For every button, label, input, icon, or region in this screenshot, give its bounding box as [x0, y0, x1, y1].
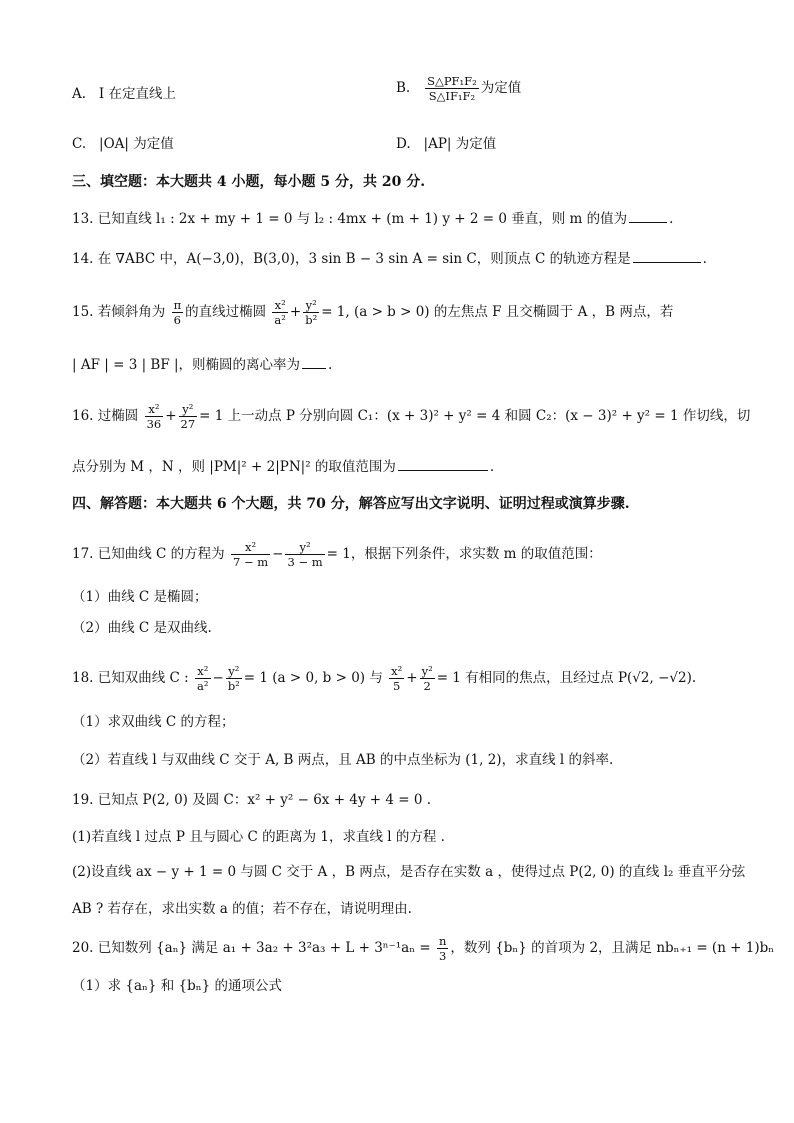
q16-answer-blank[interactable]: [398, 456, 488, 471]
question-17: 17. 已知曲线 C 的方程为 $\frac{\text{x²}}{7 - m}$ − $\frac{\text{y²}}{3 - m}$ = 1，根据下列条件，求实数 m 的取值范围：: [72, 540, 602, 569]
q18-pre: 18. 已知双曲线 C :: [72, 670, 189, 686]
option-d-label: D.: [396, 136, 411, 152]
question-20: [72, 934, 774, 963]
q18-sub-1: （1）求双曲线 C 的方程；: [72, 714, 235, 730]
q16-line2: 点分别为 M ，N ，则 |PM|² + 2|PN|² 的取值范围为: [72, 459, 396, 475]
option-c-label: C.: [72, 136, 87, 152]
q20-post: ，数列 {bₙ} 的首项为 2，且满足 nbₙ₊₁ = (n + 1)bₙ: [450, 940, 775, 956]
q18-f4-num: y²: [421, 664, 433, 678]
q19-sub-1: (1)若直线 l 过点 P 且与圆心 C 的距离为 1，求直线 l 的方程 .: [72, 829, 445, 845]
q14-end: .: [702, 251, 707, 267]
q18-f3-num: x²: [391, 664, 403, 678]
q15-f1-num: x²: [272, 298, 287, 313]
section-4-title: 四、解答题：本大题共 6 个大题，共 70 分，解答应写出文字说明、证明过程或演算步骤.: [72, 496, 630, 512]
q18-f2-den: b²: [227, 679, 240, 693]
option-c-text: |OA| 为定值: [99, 136, 174, 152]
section-3-title: 三、填空题：本大题共 4 小题，每小题 5 分，共 20 分.: [72, 174, 426, 190]
option-b-fraction: [425, 74, 479, 103]
q16-frac-1: [145, 402, 164, 431]
q19-sub-2-continued: AB ? 若存在，求出实数 a 的值；若不存在，请说明理由.: [72, 901, 412, 917]
q15-f2-den: b²: [305, 313, 318, 327]
q17-frac-2: [285, 540, 324, 569]
q18-post: = 1 有相同的焦点，且经过点 P(√2, −√2).: [436, 670, 697, 686]
q16-f2-num: y²: [179, 402, 198, 417]
q18-mid: = 1 (a > 0, b > 0) 与: [243, 670, 383, 686]
q16-f1-num: x²: [145, 402, 164, 417]
q15-angle-den: 6: [173, 313, 181, 327]
question-19: 19. 已知点 P(2, 0) 及圆 C：x² + y² − 6x + 4y + 4 = 0 .: [72, 792, 432, 808]
q18-f1-den: a²: [197, 679, 209, 693]
q17-f2-den: 3 − m: [287, 555, 323, 569]
q20-sub-1: （1）求 {aₙ} 和 {bₙ} 的通项公式: [72, 978, 282, 994]
q18-f2-num: y²: [226, 664, 242, 679]
q13-answer-blank[interactable]: [629, 208, 667, 223]
q17-frac-1: [231, 540, 270, 569]
option-b-text: 为定值: [480, 80, 522, 96]
q20-f1-den: 3: [439, 949, 447, 963]
question-15: 15. 若倾斜角为 $\frac{\pi}{6}$ 的直线过椭圆 $\frac{\text{x²}}{\text{a²}}$ + $\frac{\text{y²}}{\text{b²}}$ = 1, (a > b > 0) 的左焦点 F 且交椭圆于 A ，B 两点，若: [72, 298, 674, 327]
q13-end: .: [669, 211, 674, 227]
q18-f1-num: x²: [195, 664, 210, 679]
q19-sub-2: (2)设直线 ax − y + 1 = 0 与圆 C 交于 A ，B 两点，是否存在实数 a ，使得过点 P(2, 0) 的直线 l₂ 垂直平分弦: [72, 864, 746, 880]
question-16: 16. 过椭圆 $\frac{\text{x²}}{36}$ + $\frac{\text{y²}}{27}$ = 1 上一动点 P 分别向圆 C₁：(x + 3)² + y² = 4 和圆 C₂：(x − 3)² + y² = 1 作切线，切: [72, 402, 751, 431]
option-b-frac-den: S△IF₁F₂: [428, 89, 476, 103]
q15-answer-blank[interactable]: [302, 354, 326, 369]
q17-f2-num: y²: [285, 540, 324, 555]
question-18: 18. 已知双曲线 C : $\frac{\text{x²}}{\text{a²}}$ − $\frac{\text{y²}}{\text{b²}}$ = 1 (a > 0, b > 0) 与 $\frac{\text{x²}}{5}$ + $\frac{\text{y²}}{2}$ = 1 有相同的焦点，且经过点 P(√2, −√2).: [72, 664, 697, 693]
question-13: [72, 208, 673, 229]
q15-angle-fraction: [172, 298, 184, 327]
q18-frac-4: [420, 664, 435, 693]
q16-f1-den: 36: [146, 417, 162, 431]
q17-f1-den: 7 − m: [232, 555, 269, 569]
q17-f1-num: x²: [231, 540, 270, 555]
q16-pre: 16. 过椭圆: [72, 408, 139, 424]
q15-f2-num: y²: [303, 298, 319, 313]
q16-frac-2: [179, 402, 198, 431]
q15-line2: | AF | = 3 | BF |，则椭圆的离心率为: [72, 357, 301, 373]
q18-frac-1: [195, 664, 210, 693]
option-c: [72, 134, 174, 154]
q18-f4-den: 2: [423, 679, 431, 693]
q15-post: = 1, (a > b > 0) 的左焦点 F 且交椭圆于 A ，B 两点，若: [321, 304, 674, 320]
q20-pre: 20. 已知数列 {aₙ} 满足 a₁ + 3a₂ + 3²a₃ + L + 3ⁿ⁻¹aₙ =: [72, 940, 431, 956]
q15-pre: 15. 若倾斜角为: [72, 304, 166, 320]
option-a: [72, 84, 176, 104]
q16-post: = 1 上一动点 P 分别向圆 C₁：(x + 3)² + y² = 4 和圆 C₂：(x − 3)² + y² = 1 作切线，切: [199, 408, 751, 424]
q17-pre: 17. 已知曲线 C 的方程为: [72, 546, 225, 562]
q18-sub-2: （2）若直线 l 与双曲线 C 交于 A, B 两点，且 AB 的中点坐标为 (1, 2)，求直线 l 的斜率.: [72, 752, 614, 768]
option-a-label: A.: [72, 86, 87, 102]
q15-frac-2: [303, 298, 319, 327]
q16-end: .: [489, 459, 495, 475]
option-d-text: |AP| 为定值: [423, 136, 497, 152]
option-b: [396, 74, 521, 103]
option-b-label: B.: [396, 80, 411, 96]
q15-end: .: [328, 357, 333, 373]
option-a-text: I 在定直线上: [98, 86, 177, 102]
q14-answer-blank[interactable]: [633, 248, 701, 263]
question-14: [72, 248, 707, 269]
option-d: [396, 134, 496, 154]
q15-angle-num: π: [173, 298, 182, 312]
q18-f3-den: 5: [393, 679, 401, 693]
q17-post: = 1，根据下列条件，求实数 m 的取值范围：: [326, 546, 602, 562]
q17-sub-2: （2）曲线 C 是双曲线.: [72, 620, 212, 636]
q16-f2-den: 27: [180, 417, 196, 431]
q13-text: 13. 已知直线 l₁ : 2x + my + 1 = 0 与 l₂ : 4mx + (m + 1) y + 2 = 0 垂直，则 m 的值为: [72, 211, 628, 227]
q15-f1-den: a²: [274, 313, 286, 327]
q18-frac-3: [389, 664, 404, 693]
question-16-line-2: [72, 456, 494, 477]
q20-f1-num: n: [438, 934, 447, 948]
q15-frac-1: [272, 298, 287, 327]
question-15-line-2: [72, 354, 332, 375]
q20-frac-1: [437, 934, 448, 963]
q15-mid: 的直线过椭圆: [185, 304, 267, 320]
q18-frac-2: [226, 664, 242, 693]
option-b-frac-num: S△PF₁F₂: [427, 74, 477, 88]
q14-text: 14. 在 ∇ABC 中，A(−3,0)，B(3,0)，3 sin B − 3 sin A = sin C，则顶点 C 的轨迹方程是: [72, 251, 631, 267]
q17-sub-1: （1）曲线 C 是椭圆；: [72, 589, 208, 605]
